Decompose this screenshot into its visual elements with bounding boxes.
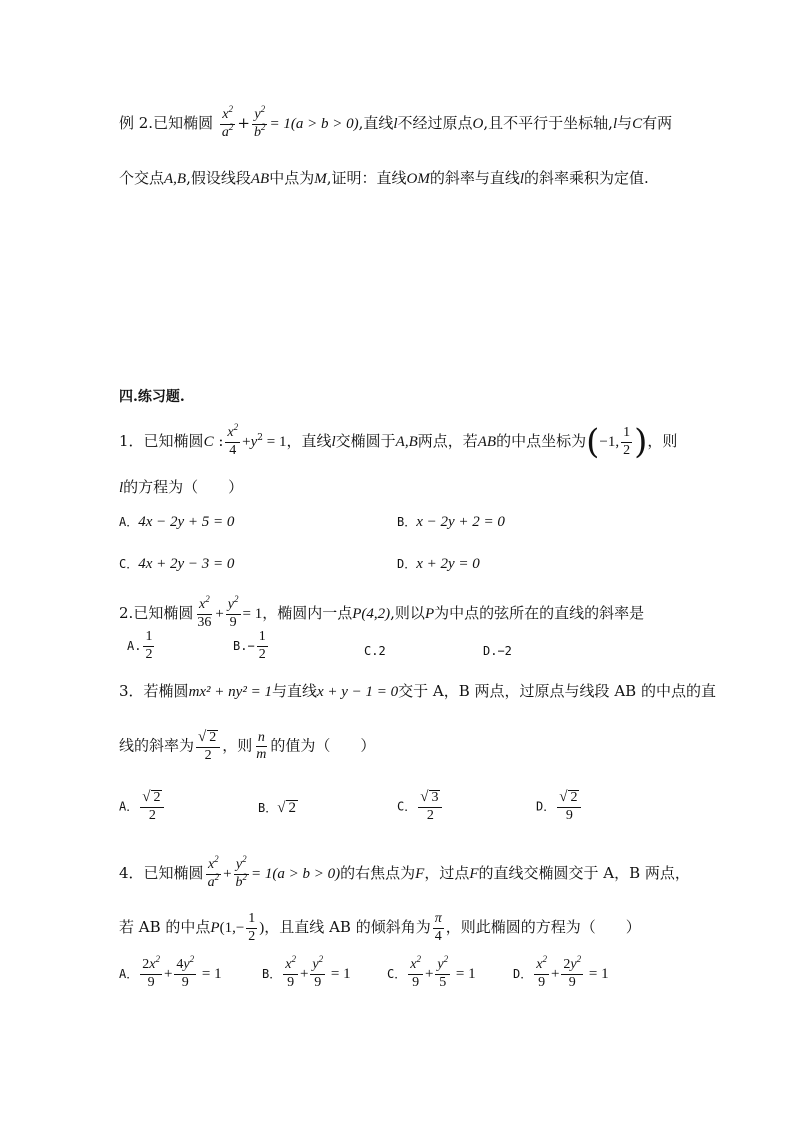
q4-line2: 若 AB 的中点P(1,− $\frac{1}{2}$ )，且直线 AB 的倾斜角为 $\frac{\pi}{4}$ ，则此椭圆的方程为（ ） (119, 911, 641, 944)
q1-option-b[interactable]: B．x − 2y + 2 = 0 (397, 514, 505, 530)
q4-option-b[interactable]: B． $\frac{x^2}{9}$ + $\frac{y^2}{9}$ = 1 (262, 954, 351, 990)
q3-line2: 线的斜率为 $\frac{√ 2}{2}$ ，则 $\frac{n}{m}$ 的值为（ ） (119, 729, 376, 763)
q1-option-c[interactable]: C．4x + 2y − 3 = 0 (119, 556, 235, 572)
example2-line1: 例 2.已知椭圆 $\frac{x^2}{a^2}$ + $\frac{y^2}{b^2}$ = 1(a > b > 0),直线l不经过原点O,且不平行于坐标轴,l与C有两 (119, 104, 673, 140)
y2-over-b2: $\frac{y^2}{b^2}$ (253, 104, 266, 140)
q2-option-d[interactable]: D.−2 (483, 644, 512, 658)
ellipse-condition: = 1(a > b > 0) (269, 116, 359, 133)
q1-option-a[interactable]: A．4x − 2y + 5 = 0 (119, 514, 235, 530)
q2-option-b[interactable]: B.− $\frac{1}{2}$ (233, 629, 266, 662)
q2-line1: 2.已知椭圆 $\frac{x^2}{36}$ + $\frac{y^2}{9}$ = 1，椭圆内一点P(4,2),则以P为中点的弦所在的直线的斜率是 (119, 594, 645, 630)
q3-option-b[interactable]: B．√ 2 (258, 800, 296, 816)
q3-line1: 3．若椭圆mx² + ny² = 1与直线x + y − 1 = 0交于 A，B 两点，过原点与线段 AB 的中点的直 (119, 682, 716, 700)
q3-option-c[interactable]: C． $\frac{√ 3}{2}$ (397, 790, 444, 823)
q1-option-d[interactable]: D．x + 2y = 0 (397, 556, 480, 572)
q4-option-a[interactable]: A． $\frac{2x^2}{9}$ + $\frac{4y^2}{9}$ = 1 (119, 954, 222, 990)
q4-option-d[interactable]: D． $\frac{x^2}{9}$ + $\frac{2y^2}{9}$ = 1 (513, 954, 609, 990)
section-title: 四.练习题. (119, 389, 185, 405)
q4-line1: 4．已知椭圆 $\frac{x^2}{a^2}$ + $\frac{y^2}{b^2}$ = 1(a > b > 0)的右焦点为F，过点F的直线交椭圆交于 A，B 两点， (119, 854, 690, 890)
q2-option-a[interactable]: A. $\frac{1}{2}$ (127, 629, 153, 662)
example2-line2: 个交点A,B,假设线段AB中点为M,证明：直线OM的斜率与直线l的斜率乘积为定值. (119, 169, 649, 187)
q1-line1: 1．已知椭圆C : $\frac{x^2}{4}$ $+y^2 = 1$，直线l交椭圆于A,B两点，若AB的中点坐标为(−1, $\frac{1}{2}$ )，则 (119, 421, 678, 462)
q2-option-c[interactable]: C.2 (364, 644, 386, 658)
q4-option-c[interactable]: C． $\frac{x^2}{9}$ + $\frac{y^2}{5}$ = 1 (387, 954, 476, 990)
q3-option-d[interactable]: D． $\frac{√ 2}{9}$ (536, 790, 583, 823)
example-label: 例 2. (119, 114, 154, 133)
q1-line2: l的方程为（ ） (119, 478, 244, 496)
q3-option-a[interactable]: A． $\frac{√ 2}{2}$ (119, 790, 166, 823)
x2-over-a2: $\frac{x^2}{a^2}$ (221, 104, 234, 140)
